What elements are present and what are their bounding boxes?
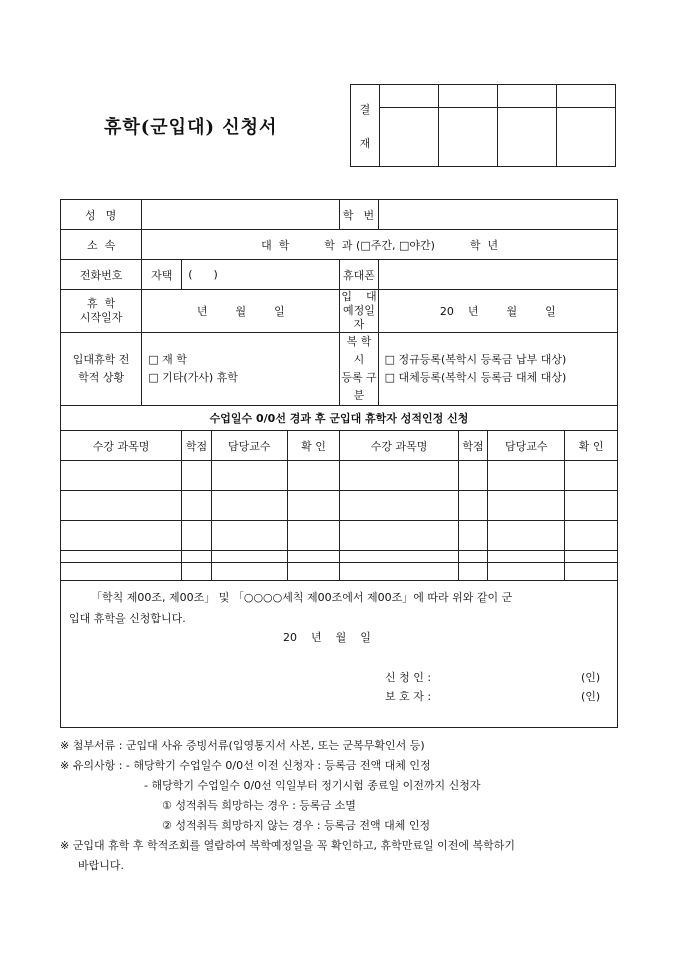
course-cell[interactable] [458, 461, 488, 491]
course-cell[interactable] [340, 491, 458, 521]
course-header-name-1: 수강 과목명 [61, 431, 182, 461]
note-caution-4: ② 성적취득 희망하지 않는 경우 : 등록금 전액 대체 인정 [162, 819, 431, 832]
page-title: 휴학(군입대) 신청서 [104, 117, 278, 138]
prior-option-enrolled[interactable]: □ 재 학 [148, 353, 187, 366]
approval-sign-cell[interactable] [380, 108, 439, 167]
mobile-field[interactable] [378, 260, 617, 290]
approval-header-cell [439, 85, 498, 108]
approval-label-2: 재 [359, 136, 371, 150]
application-form [60, 199, 618, 581]
student-id-field[interactable] [378, 200, 617, 230]
prior-status-label [61, 333, 142, 406]
approval-header-cell [557, 85, 616, 108]
course-header-professor-2: 담당교수 [488, 431, 565, 461]
course-cell[interactable] [565, 491, 618, 521]
approval-sign-cell[interactable] [557, 108, 616, 167]
course-cell[interactable] [287, 491, 340, 521]
course-cell[interactable] [340, 521, 458, 551]
declaration-text-line-2: 입대 휴학을 신청합니다. [69, 612, 186, 625]
course-cell[interactable] [211, 491, 287, 521]
leave-start-label-1: 휴 학 [86, 297, 116, 310]
course-cell[interactable] [488, 461, 565, 491]
course-cell[interactable] [458, 521, 488, 551]
course-header-credit-1: 학점 [182, 431, 212, 461]
leave-start-label [61, 290, 142, 333]
return-label [340, 333, 378, 406]
approval-label-1: 결 [359, 102, 371, 116]
name-label: 성 명 [61, 200, 142, 230]
note-caution-2: - 해당학기 수업일수 0/0선 익일부터 정기시험 종료일 이전까지 신청자 [144, 779, 481, 792]
affiliation-label: 소 속 [61, 230, 142, 260]
note-caution-3: ① 성적취득 희망하는 경우 : 등록금 소멸 [162, 799, 356, 812]
note-final-1: ※ 군입대 휴학 후 학적조회를 열람하여 복학예정일을 꼭 확인하고, 휴학만료일 이전에 복학하기 [60, 839, 515, 852]
declaration-box [60, 562, 618, 728]
notes-section [60, 736, 625, 876]
enlist-label-1: 입 대 [341, 290, 377, 303]
enlist-field[interactable]: 20 년 월 일 [378, 290, 617, 333]
course-row [61, 461, 618, 491]
note-caution-1: ※ 유의사항 : - 해당학기 수업일수 0/0선 이전 신청자 : 등록금 전액 대체 인정 [60, 759, 431, 772]
enlist-label-2: 예정일자 [343, 304, 375, 331]
prior-status-label-1: 입대휴학 전 [72, 353, 130, 366]
course-cell[interactable] [61, 521, 182, 551]
course-cell[interactable] [182, 521, 212, 551]
return-label-2: 등록 구분 [341, 371, 377, 402]
course-cell[interactable] [287, 461, 340, 491]
grade-section-title: 수업일수 0/0선 경과 후 군입대 휴학자 성적인정 신청 [61, 406, 618, 431]
return-option-regular[interactable]: □ 정규등록(복학시 등록금 납부 대상) [384, 353, 567, 366]
course-header-name-2: 수강 과목명 [340, 431, 458, 461]
note-attachments: ※ 첨부서류 : 군입대 사유 증빙서류(입영통지서 사본, 또는 군복무확인서 등) [60, 739, 425, 752]
approval-label [351, 85, 380, 167]
course-row [61, 521, 618, 551]
student-id-label: 학 번 [340, 200, 378, 230]
course-cell[interactable] [340, 461, 458, 491]
leave-start-label-2: 시작일자 [79, 311, 123, 324]
course-cell[interactable] [61, 491, 182, 521]
declaration-text-line-1: 「학칙 제00조, 제00조」 및 「○○○○세칙 제00조에서 제00조」에 따라 위와 같이 군 [91, 591, 513, 604]
course-cell[interactable] [565, 521, 618, 551]
guardian-seal: (인) [581, 690, 601, 703]
approval-header-cell [498, 85, 557, 108]
course-header-credit-2: 학점 [458, 431, 488, 461]
course-cell[interactable] [287, 521, 340, 551]
course-cell[interactable] [211, 521, 287, 551]
course-cell[interactable] [488, 521, 565, 551]
course-row [61, 491, 618, 521]
note-final-2: 바랍니다. [78, 859, 125, 872]
prior-status-options [142, 333, 340, 406]
course-cell[interactable] [61, 461, 182, 491]
home-phone-label: 자택 [142, 260, 182, 290]
return-option-substitute[interactable]: □ 대체등록(복학시 등록금 대체 대상) [384, 371, 567, 384]
course-cell[interactable] [182, 491, 212, 521]
applicant-label: 신 청 인 : [385, 671, 432, 684]
prior-option-other[interactable]: □ 기타(가사) 휴학 [148, 371, 238, 384]
course-cell[interactable] [565, 461, 618, 491]
affiliation-field[interactable]: 대 학 학 과 (□주간, □야간) 학 년 [142, 230, 618, 260]
course-header-confirm-1: 확 인 [287, 431, 340, 461]
approval-box [350, 84, 616, 167]
approval-sign-cell[interactable] [439, 108, 498, 167]
approval-header-cell [380, 85, 439, 108]
course-cell[interactable] [211, 461, 287, 491]
guardian-label: 보 호 자 : [385, 690, 432, 703]
course-header-confirm-2: 확 인 [565, 431, 618, 461]
prior-status-label-2: 학적 상황 [78, 371, 125, 384]
course-cell[interactable] [488, 491, 565, 521]
name-field[interactable] [142, 200, 340, 230]
return-label-1: 복 학 시 [346, 335, 372, 366]
enlist-label [340, 290, 378, 333]
return-options [378, 333, 617, 406]
applicant-seal: (인) [581, 671, 601, 684]
phone-label: 전화번호 [61, 260, 142, 290]
leave-start-field[interactable]: 년 월 일 [142, 290, 340, 333]
declaration-date[interactable]: 20 년 월 일 [283, 631, 371, 644]
course-header-professor-1: 담당교수 [211, 431, 287, 461]
home-phone-field[interactable]: ( ) [182, 260, 340, 290]
mobile-label: 휴대폰 [340, 260, 378, 290]
course-cell[interactable] [182, 461, 212, 491]
approval-sign-cell[interactable] [498, 108, 557, 167]
course-cell[interactable] [458, 491, 488, 521]
